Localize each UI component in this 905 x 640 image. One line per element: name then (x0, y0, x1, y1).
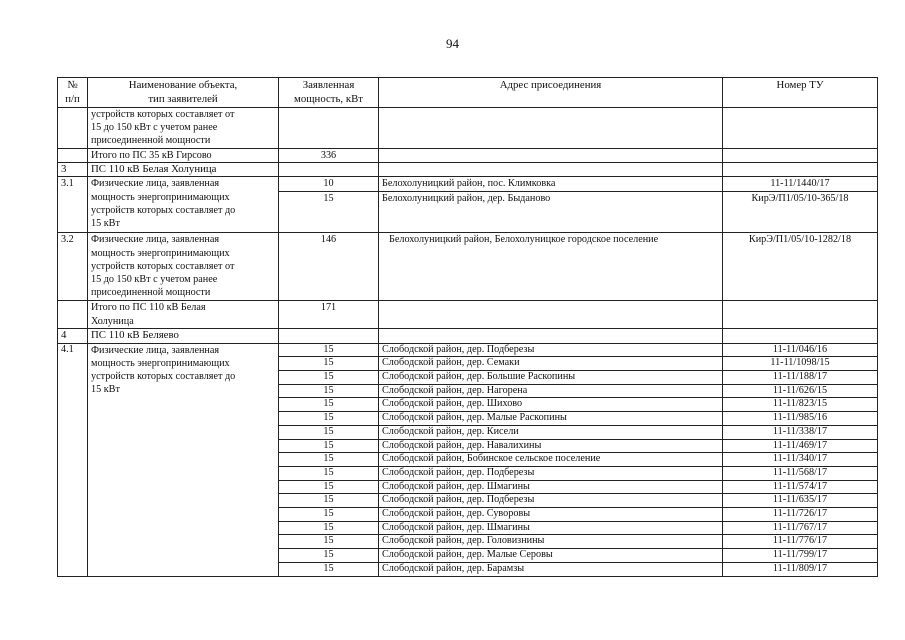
cell-power (279, 108, 379, 149)
header-name: Наименование объекта, тип заявителей (88, 78, 279, 108)
subtotal-label: Итого по ПС 35 кВ Гирсово (88, 149, 279, 163)
cell-power: 15 (279, 535, 379, 549)
cell-tu: 11-11/188/17 (723, 371, 878, 385)
cell-address: Белохолуницкий район, дер. Быданово (379, 192, 723, 233)
cell-address: Белохолуницкий район, Белохолуницкое городское поселение (379, 233, 723, 301)
cell-tu: КирЭ/П1/05/10-365/18 (723, 192, 878, 233)
cell-power: 15 (279, 562, 379, 576)
cell-power: 15 (279, 412, 379, 426)
row-num: 3.2 (58, 233, 88, 301)
subtotal-row-holunitsa (58, 301, 878, 329)
cell-tu: 11-11/568/17 (723, 466, 878, 480)
cell-tu: 11-11/776/17 (723, 535, 878, 549)
cell-address: Слободской район, дер. Шмагины (379, 521, 723, 535)
cell-address: Слободской район, дер. Барамзы (379, 562, 723, 576)
cell-address: Слободской район, дер. Подберезы (379, 466, 723, 480)
cell-address: Слободской район, дер. Малые Серовы (379, 549, 723, 563)
cell-power (279, 163, 379, 177)
subtotal-label: Итого по ПС 110 кВ Белая Холуница (88, 301, 279, 329)
cell-tu (723, 329, 878, 343)
cell-address: Слободской район, дер. Малые Раскопины (379, 412, 723, 426)
cell-power: 10 (279, 177, 379, 192)
cell-power (279, 329, 379, 343)
cell-power: 15 (279, 439, 379, 453)
cell-power: 15 (279, 480, 379, 494)
cell-tu: 11-11/799/17 (723, 549, 878, 563)
cell-address (379, 301, 723, 329)
connections-table (57, 77, 878, 577)
cell-address: Слободской район, Бобинское сельское поселение (379, 453, 723, 467)
cell-address: Слободской район, дер. Навалихины (379, 439, 723, 453)
header-address: Адрес присоединения (379, 78, 723, 108)
section-title: ПС 110 кВ Беляево (88, 329, 279, 343)
cell-address (379, 163, 723, 177)
cell-address: Слободской район, дер. Шихово (379, 398, 723, 412)
cell-address: Слободской район, дер. Подберезы (379, 494, 723, 508)
cell-power: 15 (279, 384, 379, 398)
page-number: 94 (446, 36, 459, 51)
cell-tu: 11-11/809/17 (723, 562, 878, 576)
section-num: 4 (58, 329, 88, 343)
header-power: Заявленная мощность, кВт (279, 78, 379, 108)
cell-power: 15 (279, 398, 379, 412)
cell-tu: 11-11/1098/15 (723, 357, 878, 371)
subtotal-power: 336 (279, 149, 379, 163)
cell-address: Слободской район, дер. Головизнины (379, 535, 723, 549)
table-row (58, 343, 878, 357)
applicant-type: Физические лица, заявленная мощность энергопринимающих устройств которых составляет до 15 кВт (88, 343, 279, 576)
cell-power: 15 (279, 425, 379, 439)
cell-power: 15 (279, 343, 379, 357)
cell-tu (723, 163, 878, 177)
cell-power: 146 (279, 233, 379, 301)
header-tu: Номер ТУ (723, 78, 878, 108)
row-num: 4.1 (58, 343, 88, 576)
cell-tu: 11-11/823/15 (723, 398, 878, 412)
cell-power: 15 (279, 466, 379, 480)
table-row (58, 177, 878, 192)
cell-tu: 11-11/574/17 (723, 480, 878, 494)
cell-tu: 11-11/985/16 (723, 412, 878, 426)
cell-tu: 11-11/338/17 (723, 425, 878, 439)
cell-power: 15 (279, 549, 379, 563)
cell-address: Слободской район, дер. Подберезы (379, 343, 723, 357)
cell-tu: КирЭ/П1/05/10-1282/18 (723, 233, 878, 301)
cell-address: Слободской район, дер. Семаки (379, 357, 723, 371)
cell-num (58, 149, 88, 163)
section-num: 3 (58, 163, 88, 177)
subtotal-power: 171 (279, 301, 379, 329)
section-title: ПС 110 кВ Белая Холуница (88, 163, 279, 177)
section-row-3 (58, 163, 878, 177)
cell-tu: 11-11/046/16 (723, 343, 878, 357)
cell-address: Белохолуницкий район, пос. Климковка (379, 177, 723, 192)
section-row-4 (58, 329, 878, 343)
cell-address (379, 329, 723, 343)
cell-tu: 11-11/635/17 (723, 494, 878, 508)
cell-num (58, 301, 88, 329)
cell-power: 15 (279, 521, 379, 535)
cell-address (379, 108, 723, 149)
cell-address: Слободской район, дер. Нагорена (379, 384, 723, 398)
cell-power: 15 (279, 508, 379, 522)
cell-address: Слободской район, дер. Большие Раскопины (379, 371, 723, 385)
cell-num (58, 108, 88, 149)
cell-address: Слободской район, дер. Кисели (379, 425, 723, 439)
row-num: 3.1 (58, 177, 88, 233)
cell-tu (723, 108, 878, 149)
cell-power: 15 (279, 371, 379, 385)
cell-address: Слободской район, дер. Суворовы (379, 508, 723, 522)
cell-tu: 11-11/626/15 (723, 384, 878, 398)
cell-address: Слободской район, дер. Шмагины (379, 480, 723, 494)
table-header-row (58, 78, 878, 108)
subtotal-row-girsovo (58, 149, 878, 163)
cell-tu: 11-11/469/17 (723, 439, 878, 453)
cell-power: 15 (279, 453, 379, 467)
cell-power: 15 (279, 192, 379, 233)
cell-power: 15 (279, 494, 379, 508)
cell-tu: 11-11/726/17 (723, 508, 878, 522)
header-num: № п/п (58, 78, 88, 108)
cell-tu: 11-11/767/17 (723, 521, 878, 535)
cell-power: 15 (279, 357, 379, 371)
cell-name: устройств которых составляет от 15 до 150 кВт с учетом ранее присоединенной мощности (88, 108, 279, 149)
table-row (58, 233, 878, 301)
cell-address (379, 149, 723, 163)
applicant-type: Физические лица, заявленная мощность энергопринимающих устройств которых составляет от 15 до 150 кВт с учетом ранее присоединенной мощности (88, 233, 279, 301)
applicant-type: Физические лица, заявленная мощность энергопринимающих устройств которых составляет до 15 кВт (88, 177, 279, 233)
cell-tu: 11-11/340/17 (723, 453, 878, 467)
cell-tu (723, 149, 878, 163)
cell-tu: 11-11/1440/17 (723, 177, 878, 192)
table-row-continued (58, 108, 878, 149)
cell-tu (723, 301, 878, 329)
